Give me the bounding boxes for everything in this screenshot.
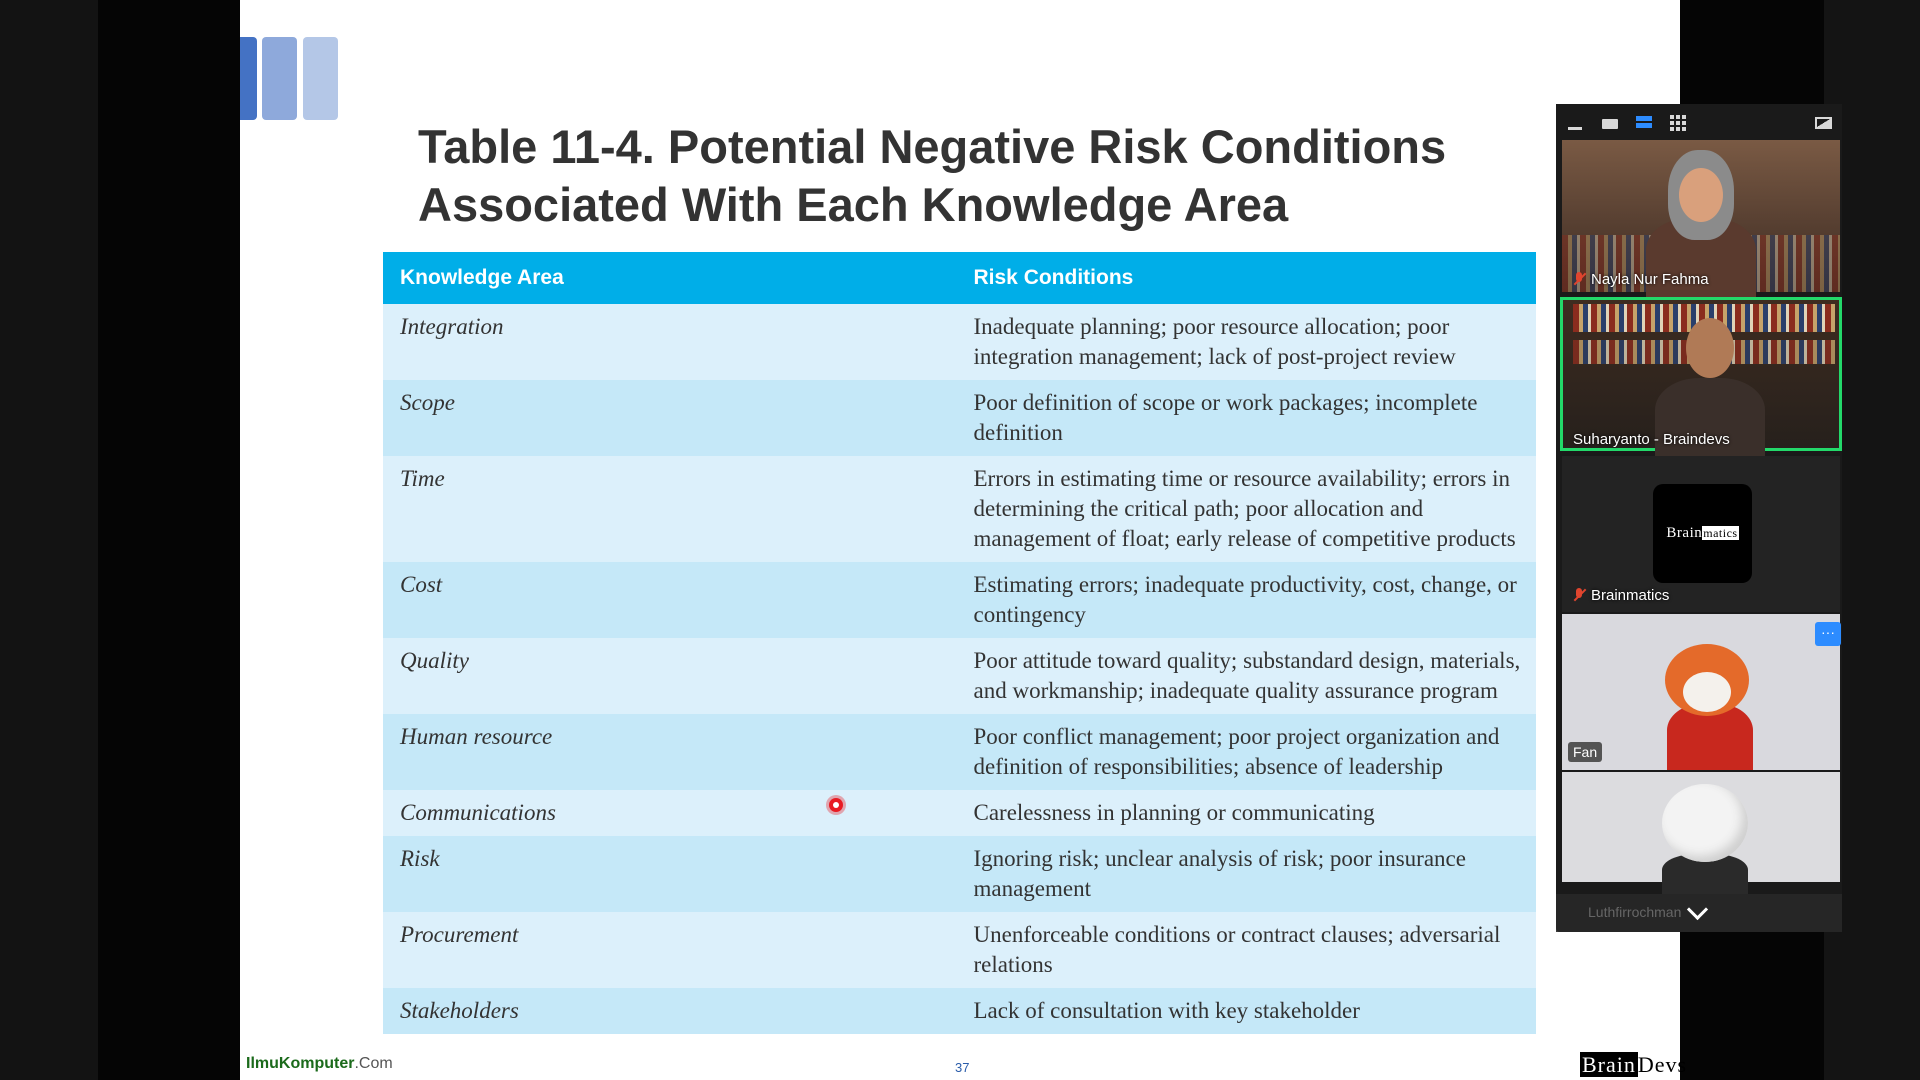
chevron-down-icon (1687, 899, 1708, 920)
risk-conditions-cell: Lack of consultation with key stakeholder (960, 988, 1537, 1034)
video-gallery-panel (1556, 104, 1842, 932)
table-row (383, 912, 1536, 988)
risk-conditions-cell: Carelessness in planning or communicating (960, 790, 1537, 836)
knowledge-area-cell: Communications (383, 790, 960, 836)
gallery-view-icon[interactable] (1667, 112, 1689, 134)
braindevs-logo (1580, 1052, 1687, 1078)
table-row (383, 714, 1536, 790)
logo-text-part2: Devs (1637, 1052, 1688, 1077)
risk-conditions-table (383, 252, 1536, 1034)
column-header-risk-conditions: Risk Conditions (960, 252, 1537, 304)
risk-conditions-cell: Ignoring risk; unclear analysis of risk; poor insurance management (960, 836, 1537, 912)
risk-conditions-cell: Unenforceable conditions or contract clauses; adversarial relations (960, 912, 1537, 988)
table-header-row (383, 252, 1536, 304)
risk-conditions-cell: Errors in estimating time or resource availability; errors in determining the critical path; poor allocation and management of float; early release of competitive products (960, 456, 1537, 562)
participant-name: Luthfirrochman (1588, 904, 1682, 920)
risk-conditions-cell: Poor attitude toward quality; substandard design, materials, and workmanship; inadequate quality assurance program (960, 638, 1537, 714)
slide-decoration-bar (240, 37, 257, 120)
risk-conditions-cell: Estimating errors; inadequate productivity, cost, change, or contingency (960, 562, 1537, 638)
knowledge-area-cell: Integration (383, 304, 960, 380)
page-number: 37 (955, 1060, 970, 1075)
knowledge-area-cell: Stakeholders (383, 988, 960, 1034)
table-row (383, 988, 1536, 1034)
participant-name: Suharyanto - Braindevs (1573, 431, 1730, 448)
table-row (383, 456, 1536, 562)
left-letterbox (98, 0, 240, 1080)
table-row (383, 380, 1536, 456)
participant-tile[interactable] (1562, 772, 1840, 882)
risk-conditions-cell: Inadequate planning; poor resource allocation; poor integration management; lack of post-project review (960, 304, 1537, 380)
slide-decoration-bar (262, 37, 297, 120)
participant-tile[interactable] (1562, 456, 1840, 612)
logo-text-part1: Brain (1582, 1052, 1636, 1077)
participant-tile[interactable] (1562, 614, 1840, 770)
knowledge-area-cell: Risk (383, 836, 960, 912)
gallery-toolbar (1556, 104, 1842, 140)
exit-fullscreen-icon[interactable] (1813, 112, 1835, 134)
risk-conditions-cell: Poor definition of scope or work packages; incomplete definition (960, 380, 1537, 456)
footer-brand-main: IlmuKomputer (246, 1055, 355, 1072)
scroll-down-button[interactable] (1556, 894, 1842, 932)
footer-brand (246, 1055, 393, 1073)
minimize-icon[interactable] (1564, 112, 1586, 134)
slide-title: Table 11-4. Potential Negative Risk Conditions Associated With Each Knowledge Area (418, 120, 1447, 231)
table-row (383, 790, 1536, 836)
footer-brand-domain: .Com (354, 1055, 393, 1072)
knowledge-area-cell: Quality (383, 638, 960, 714)
knowledge-area-cell: Time (383, 456, 960, 562)
participant-name: Brainmatics (1568, 586, 1673, 605)
more-options-button[interactable]: ··· (1815, 622, 1841, 646)
participant-tile[interactable] (1562, 140, 1840, 292)
slide-decoration-bar (303, 37, 338, 120)
muted-mic-icon (1572, 588, 1586, 602)
participant-name: Nayla Nur Fahma (1568, 270, 1713, 289)
brainmatics-logo: Brainmatics (1653, 484, 1752, 583)
table-row (383, 836, 1536, 912)
knowledge-area-cell: Procurement (383, 912, 960, 988)
presentation-slide (240, 0, 1688, 1080)
table-row (383, 638, 1536, 714)
knowledge-area-cell: Cost (383, 562, 960, 638)
muted-mic-icon (1572, 272, 1586, 286)
knowledge-area-cell: Human resource (383, 714, 960, 790)
thumbnail-view-icon[interactable] (1599, 112, 1621, 134)
participant-name: Fan (1568, 742, 1602, 762)
knowledge-area-cell: Scope (383, 380, 960, 456)
table-row (383, 562, 1536, 638)
participant-tile-active-speaker[interactable] (1560, 297, 1842, 451)
speaker-view-icon[interactable] (1633, 112, 1655, 134)
left-background (0, 0, 98, 1080)
laser-pointer-icon (829, 798, 843, 812)
table-row (383, 304, 1536, 380)
risk-conditions-cell: Poor conflict management; poor project organization and definition of responsibilities; absence of leadership (960, 714, 1537, 790)
column-header-knowledge-area: Knowledge Area (383, 252, 960, 304)
